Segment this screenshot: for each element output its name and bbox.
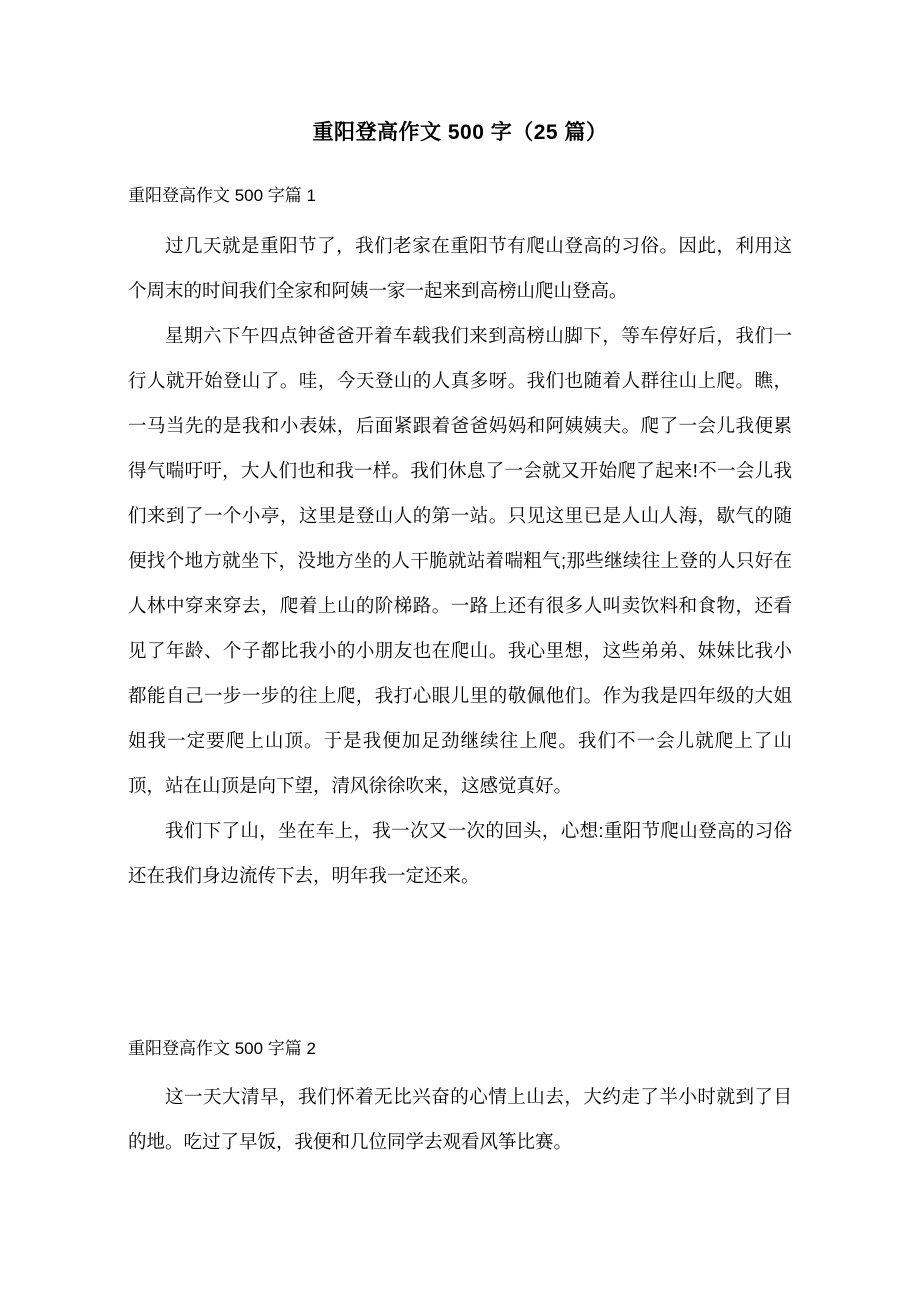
section-1-paragraph-3: 我们下了山，坐在车上，我一次又一次的回头，心想:重阳节爬山登高的习俗还在我们身边流传下去，明年我一定还来。	[128, 820, 792, 886]
section-heading-2: 重阳登高作文 500 字篇 2	[128, 1039, 316, 1058]
section-2-paragraph-1: 这一天大清早，我们怀着无比兴奋的心情上山去，大约走了半小时就到了目的地。吃过了早饭，我便和几位同学去观看风筝比赛。	[128, 1086, 792, 1152]
document-content	[128, 0, 792, 1164]
section-1-paragraph-2: 星期六下午四点钟爸爸开着车载我们来到高榜山脚下，等车停好后，我们一行人就开始登山了。哇，今天登山的人真多呀。我们也随着人群往山上爬。瞧，一马当先的是我和小表妹，后面紧跟着爸爸妈妈和阿姨姨夫。爬了一会儿我便累得气喘吁吁，大人们也和我一样。我们休息了一会就又开始爬了起来!不一会儿我们来到了一个小亭，这里是登山人的第一站。只见这里已是人山人海，歇气的随便找个地方就坐下，没地方坐的人干脆就站着喘粗气;那些继续往上登的人只好在人林中穿来穿去，爬着上山的阶梯路。一路上还有很多人叫卖饮料和食物，还看见了年龄、个子都比我小的小朋友也在爬山。我心里想，这些弟弟、妹妹比我小都能自己一步一步的往上爬，我打心眼儿里的敬佩他们。作为我是四年级的大姐姐我一定要爬上山顶。于是我便加足劲继续往上爬。我们不一会儿就爬上了山顶，站在山顶是向下望，清风徐徐吹来，这感觉真好。	[128, 325, 792, 796]
page-title: 重阳登高作文 500 字（25 篇）	[312, 121, 608, 144]
section-heading-1: 重阳登高作文 500 字篇 1	[128, 186, 316, 205]
section-gap-spacer	[128, 898, 792, 1036]
section-1-paragraph-1: 过几天就是重阳节了，我们老家在重阳节有爬山登高的习俗。因此，利用这个周末的时间我们全家和阿姨一家一起来到高榜山爬山登高。	[128, 235, 792, 301]
